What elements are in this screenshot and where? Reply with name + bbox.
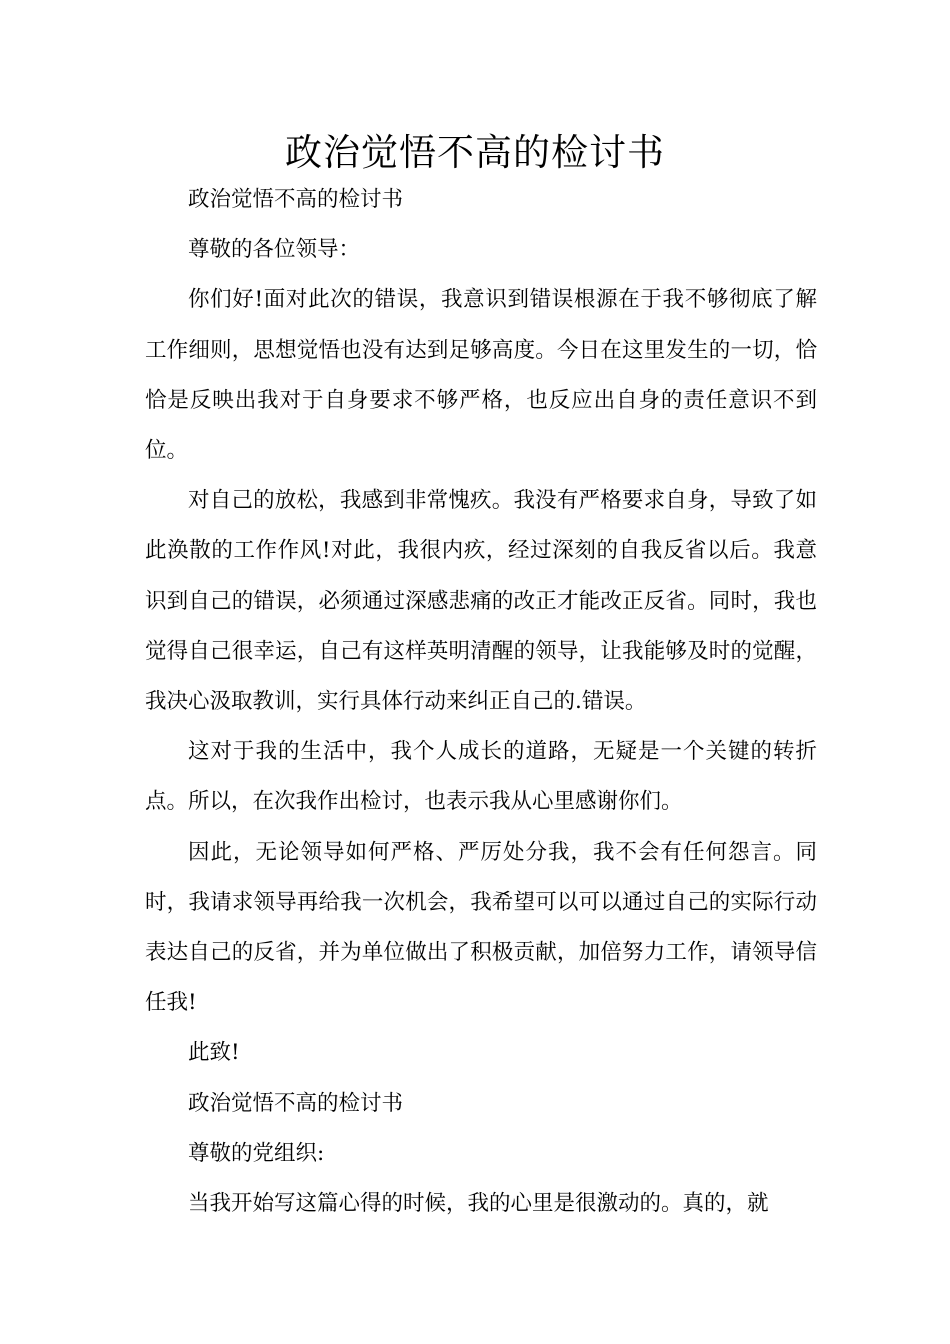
paragraph: 对自己的放松，我感到非常愧疚。我没有严格要求自身，导致了如此涣散的工作作风!对此，我很内疚，经过深刻的自我反省以后。我意识到自己的错误，必须通过深感悲痛的改正才能改正反省。同时，我也觉得自己很幸运，自己有这样英明清醒的领导，让我能够及时的觉醒，我决心汲取教训，实行具体行动来纠正自己的.错误。 xyxy=(145,488,817,715)
paragraph: 你们好!面对此次的错误，我意识到错误根源在于我不够彻底了解工作细则，思想觉悟也没有达到足够高度。今日在这里发生的一切，恰恰是反映出我对于自身要求不够严格，也反应出自身的责任意识不到位。 xyxy=(145,287,817,464)
paragraph-closing: 此致! xyxy=(188,1040,240,1066)
paragraph-heading: 政治觉悟不高的检讨书 xyxy=(188,1090,404,1116)
paragraph: 这对于我的生活中，我个人成长的道路，无疑是一个关键的转折点。所以，在次我作出检讨，也表示我从心里感谢你们。 xyxy=(145,739,817,815)
document-body xyxy=(145,175,817,1229)
paragraph: 因此，无论领导如何严格、严厉处分我，我不会有任何怨言。同时，我请求领导再给我一次机会，我希望可以可以通过自己的实际行动表达自己的反省，并为单位做出了积极贡献，加倍努力工作，请领导信任我! xyxy=(145,839,817,1016)
paragraph-salutation: 尊敬的各位领导： xyxy=(188,237,361,263)
document-title: 政治觉悟不高的检讨书 xyxy=(285,131,665,174)
paragraph-heading: 政治觉悟不高的检讨书 xyxy=(188,187,404,212)
paragraph-salutation: 尊敬的党组织: xyxy=(188,1140,325,1166)
paragraph: 当我开始写这篇心得的时候，我的心里是很激动的。真的，就 xyxy=(188,1191,769,1217)
